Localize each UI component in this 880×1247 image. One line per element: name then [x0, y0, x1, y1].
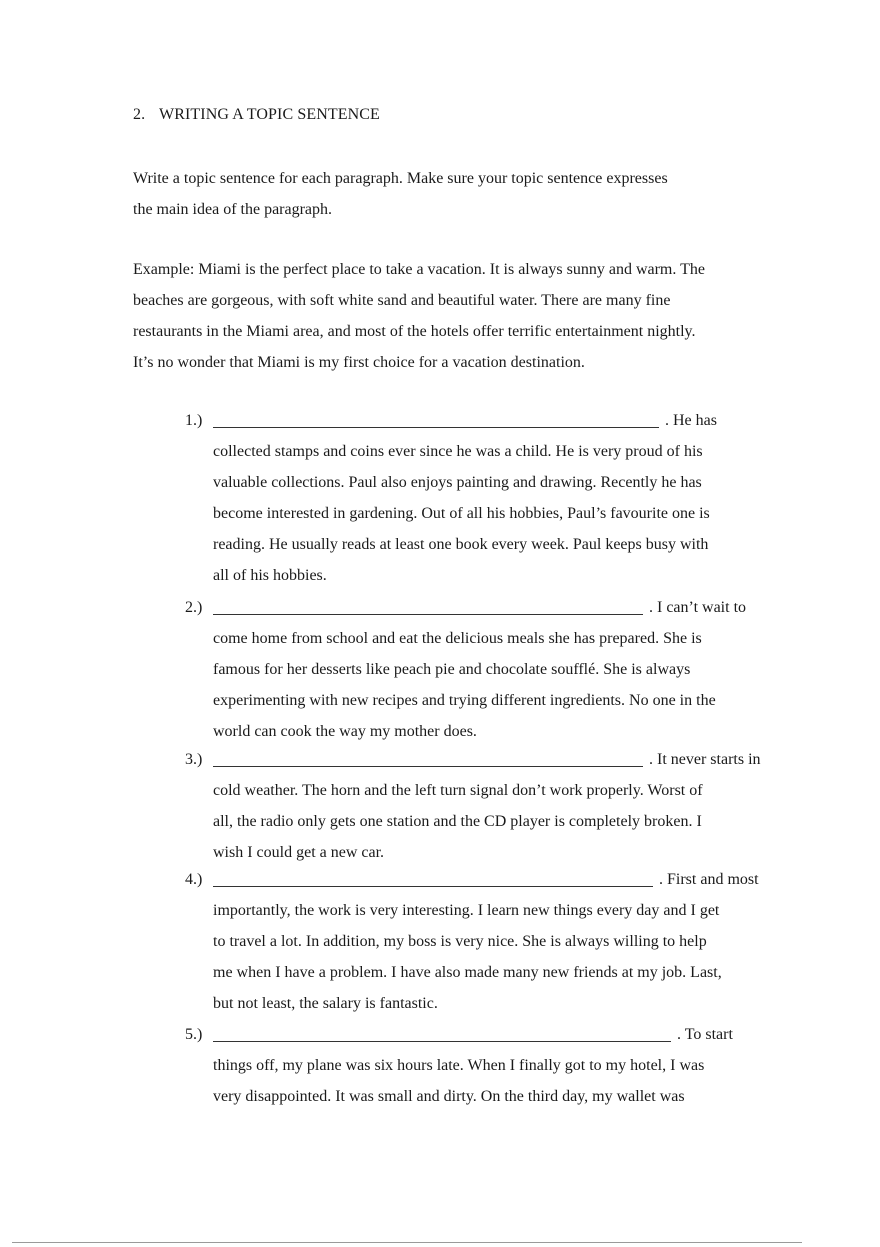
paragraph-line: collected stamps and coins ever since he was a child. He is very proud of his [213, 443, 703, 460]
section-heading [133, 106, 380, 124]
topic-sentence-blank[interactable] [213, 746, 643, 767]
item-first-line [213, 744, 761, 775]
paragraph-line: all, the radio only gets one station and the CD player is completely broken. I [213, 813, 702, 830]
example-line: restaurants in the Miami area, and most of the hotels offer terrific entertainment nightly. [133, 323, 696, 340]
paragraph-line: wish I could get a new car. [213, 844, 385, 861]
paragraph-line: become interested in gardening. Out of all his hobbies, Paul’s favourite one is [213, 505, 710, 522]
example-paragraph [133, 254, 813, 378]
item-first-line [213, 592, 746, 623]
item-number: 5.) [185, 1026, 203, 1043]
item-first-line [213, 405, 717, 436]
paragraph-line: come home from school and eat the delicious meals she has prepared. She is [213, 630, 702, 647]
example-line: Example: Miami is the perfect place to take a vacation. It is always sunny and warm. The [133, 261, 705, 278]
item-number: 3.) [185, 751, 203, 768]
item-paragraph [213, 775, 793, 868]
instructions-paragraph [133, 163, 813, 225]
item-paragraph [213, 623, 793, 747]
paragraph-line: but not least, the salary is fantastic. [213, 995, 438, 1012]
item-paragraph [213, 895, 793, 1019]
instructions-line: the main idea of the paragraph. [133, 201, 333, 218]
item-number: 2.) [185, 599, 203, 616]
paragraph-line: importantly, the work is very interesting. I learn new things every day and I get [213, 902, 720, 919]
paragraph-line: things off, my plane was six hours late. When I finally got to my hotel, I was [213, 1057, 705, 1074]
item-first-line-tail: . It never starts in [649, 751, 761, 768]
item-paragraph [213, 436, 793, 591]
item-first-line-tail: . I can’t wait to [649, 599, 747, 616]
item-first-line [213, 1019, 733, 1050]
example-line: It’s no wonder that Miami is my first choice for a vacation destination. [133, 354, 585, 371]
item-number: 1.) [185, 412, 203, 429]
paragraph-line: experimenting with new recipes and trying different ingredients. No one in the [213, 692, 716, 709]
page-footer-divider [12, 1242, 802, 1243]
topic-sentence-blank[interactable] [213, 866, 653, 887]
section-number: 2. [133, 106, 146, 123]
paragraph-line: me when I have a problem. I have also made many new friends at my job. Last, [213, 964, 722, 981]
paragraph-line: reading. He usually reads at least one book every week. Paul keeps busy with [213, 536, 709, 553]
paragraph-line: to travel a lot. In addition, my boss is very nice. She is always willing to help [213, 933, 707, 950]
topic-sentence-blank[interactable] [213, 407, 659, 428]
paragraph-line: very disappointed. It was small and dirty. On the third day, my wallet was [213, 1088, 685, 1105]
item-first-line [213, 864, 759, 895]
item-first-line-tail: . First and most [659, 871, 759, 888]
paragraph-line: famous for her desserts like peach pie and chocolate soufflé. She is always [213, 661, 691, 678]
instructions-line: Write a topic sentence for each paragraph. Make sure your topic sentence expresses [133, 170, 668, 187]
item-first-line-tail: . He has [665, 412, 717, 429]
topic-sentence-blank[interactable] [213, 594, 643, 615]
example-line: beaches are gorgeous, with soft white sand and beautiful water. There are many fine [133, 292, 671, 309]
paragraph-line: world can cook the way my mother does. [213, 723, 477, 740]
paragraph-line: cold weather. The horn and the left turn signal don’t work properly. Worst of [213, 782, 703, 799]
paragraph-line: all of his hobbies. [213, 567, 327, 584]
paragraph-line: valuable collections. Paul also enjoys painting and drawing. Recently he has [213, 474, 702, 491]
section-title: WRITING A TOPIC SENTENCE [159, 106, 380, 123]
topic-sentence-blank[interactable] [213, 1021, 671, 1042]
item-first-line-tail: . To start [677, 1026, 733, 1043]
item-paragraph [213, 1050, 793, 1112]
item-number: 4.) [185, 871, 203, 888]
